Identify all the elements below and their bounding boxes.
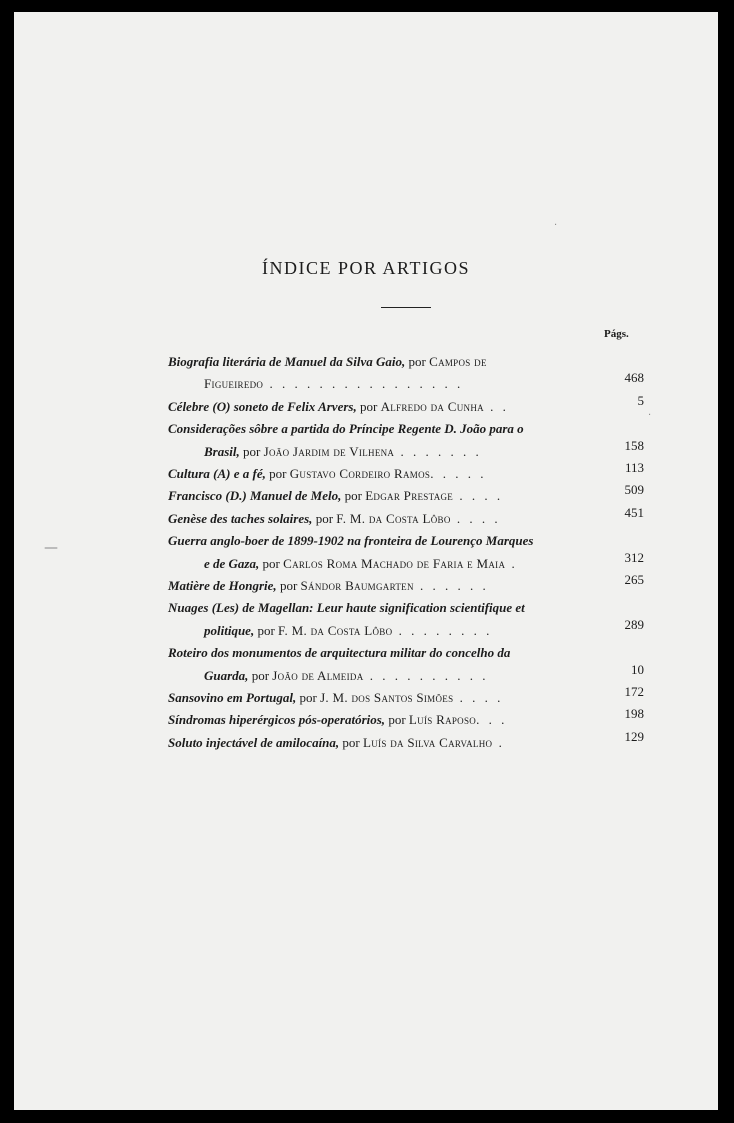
entry-separator: por [385, 712, 409, 728]
entry-leader-dots: . . . . . . . . . . [363, 667, 489, 683]
entry-title: Biografia literária de Manuel da Silva Gaio, [168, 354, 406, 369]
margin-mark: · [648, 410, 652, 421]
entry-leader-dots: . . [483, 398, 509, 414]
index-entry-line [168, 351, 487, 373]
entry-separator: por [265, 466, 290, 481]
entry-leader-dots: . . . . . . . . . . . . . . . . [263, 376, 464, 392]
entry-author: Gustavo Cordeiro Ramos [289, 466, 431, 481]
index-entry-line [204, 620, 492, 642]
entry-title: Roteiro dos monumentos de arquitectura militar do concelho da [168, 645, 511, 661]
entry-leader-dots: . [505, 555, 518, 571]
entry-title: Guerra anglo-boer de 1899-1902 na fronteira de Lourenço Marques [168, 533, 534, 549]
entry-leader-dots: . . . . . . . [394, 443, 482, 459]
entry-separator: por [239, 443, 264, 459]
entry-title: Soluto injectável de amilocaína, [168, 734, 340, 750]
entry-separator: por [254, 622, 279, 638]
entry-author: Alfredo da Cunha [380, 398, 484, 414]
index-entry-line [204, 553, 518, 575]
entry-author: J. M. dos Santos Simões [320, 690, 454, 705]
entry-author: João de Almeida [272, 667, 364, 683]
pages-column-label: Págs. [604, 328, 629, 340]
entry-author: Luís Raposo [408, 712, 477, 728]
entry-leader-dots: . . . . . . [413, 578, 489, 593]
entry-leader-dots: . . . . . . . . [392, 622, 493, 638]
entry-separator: por [339, 734, 364, 750]
index-entry-line [168, 732, 505, 754]
entry-title: Considerações sôbre a partida do Príncipe Regente D. João para o [168, 421, 524, 437]
entry-separator: por [276, 578, 301, 593]
index-entry-line [168, 597, 525, 619]
entry-page-number: 468 [624, 370, 644, 386]
entry-title: Genèse des taches solaires, [168, 510, 313, 526]
index-entry-line [168, 396, 509, 418]
entry-author: João Jardim de Vilhena [263, 443, 395, 459]
entry-author: F. M. da Costa Lôbo [336, 510, 451, 526]
entry-page-number: 129 [624, 728, 644, 744]
margin-mark: · [554, 220, 558, 231]
entry-author: Figueiredo [204, 376, 264, 392]
entry-author: Campos de [429, 354, 487, 369]
entry-page-number: 451 [624, 504, 644, 520]
entry-leader-dots: . . . . [450, 510, 501, 526]
entry-title: Célebre (O) soneto de Felix Arvers, [168, 398, 357, 414]
entry-author: Sándor Baumgarten [300, 578, 414, 593]
entry-separator: por [341, 488, 366, 504]
entry-page-number: 10 [631, 661, 644, 677]
entry-separator: por [405, 354, 430, 369]
entry-title: Cultura (A) e a fé, [168, 466, 266, 481]
entry-leader-dots: . . . [476, 712, 508, 728]
entry-page-number: 509 [624, 482, 644, 498]
index-entry-line [168, 575, 489, 597]
entry-page-number: 158 [624, 437, 644, 453]
entry-page-number: 113 [624, 460, 644, 475]
index-entry-line [204, 441, 482, 463]
entry-title: Nuages (Les) de Magellan: Leur haute signification scientifique et [168, 600, 525, 616]
entry-separator: por [259, 555, 284, 571]
entry-title: politique, [204, 622, 255, 638]
entry-author: Luís da Silva Carvalho [363, 734, 493, 750]
entry-page-number: 198 [624, 706, 644, 722]
index-entry-line [204, 373, 463, 395]
page-title: ÍNDICE POR ARTIGOS [262, 258, 470, 278]
entry-leader-dots: . . . . [453, 488, 504, 504]
entry-title: Guarda, [204, 667, 249, 683]
index-entries [14, 12, 718, 1110]
entry-page-number: 265 [624, 572, 644, 587]
entry-separator: por [248, 667, 273, 683]
entry-author: Edgar Prestage [365, 488, 454, 504]
entry-leader-dots: . [492, 734, 505, 750]
entry-author: Carlos Roma Machado de Faria e Maia [283, 555, 506, 571]
index-entry-line [168, 642, 510, 664]
entry-page-number: 5 [637, 392, 644, 408]
index-entry-line [168, 418, 524, 440]
entry-author: F. M. da Costa Lôbo [278, 622, 393, 638]
index-entry-line [168, 709, 507, 731]
index-entry-line [204, 665, 489, 687]
entry-title: Matière de Hongrie, [168, 578, 277, 593]
entry-separator: por [312, 510, 337, 526]
entry-title: Brasil, [204, 443, 240, 459]
entry-separator: por [356, 398, 381, 414]
entry-page-number: 172 [624, 684, 644, 699]
entry-title: e de Gaza, [204, 555, 260, 571]
entry-title: Síndromas hiperérgicos pós-operatórios, [168, 712, 386, 728]
entry-title: Francisco (D.) Manuel de Melo, [168, 488, 342, 504]
entry-separator: por [296, 690, 321, 705]
entry-page-number: 312 [624, 549, 644, 565]
index-page [14, 12, 718, 1110]
index-entry-line [168, 485, 503, 507]
index-entry-line [168, 530, 533, 552]
index-entry-line [168, 463, 486, 485]
entry-leader-dots: . . . . . [430, 466, 487, 481]
index-entry-line [168, 508, 501, 530]
index-entry-line [168, 687, 503, 709]
entry-leader-dots: . . . . [453, 690, 504, 705]
margin-mark: — [44, 540, 58, 556]
entry-title: Sansovino em Portugal, [168, 690, 297, 705]
entry-page-number: 289 [624, 616, 644, 632]
